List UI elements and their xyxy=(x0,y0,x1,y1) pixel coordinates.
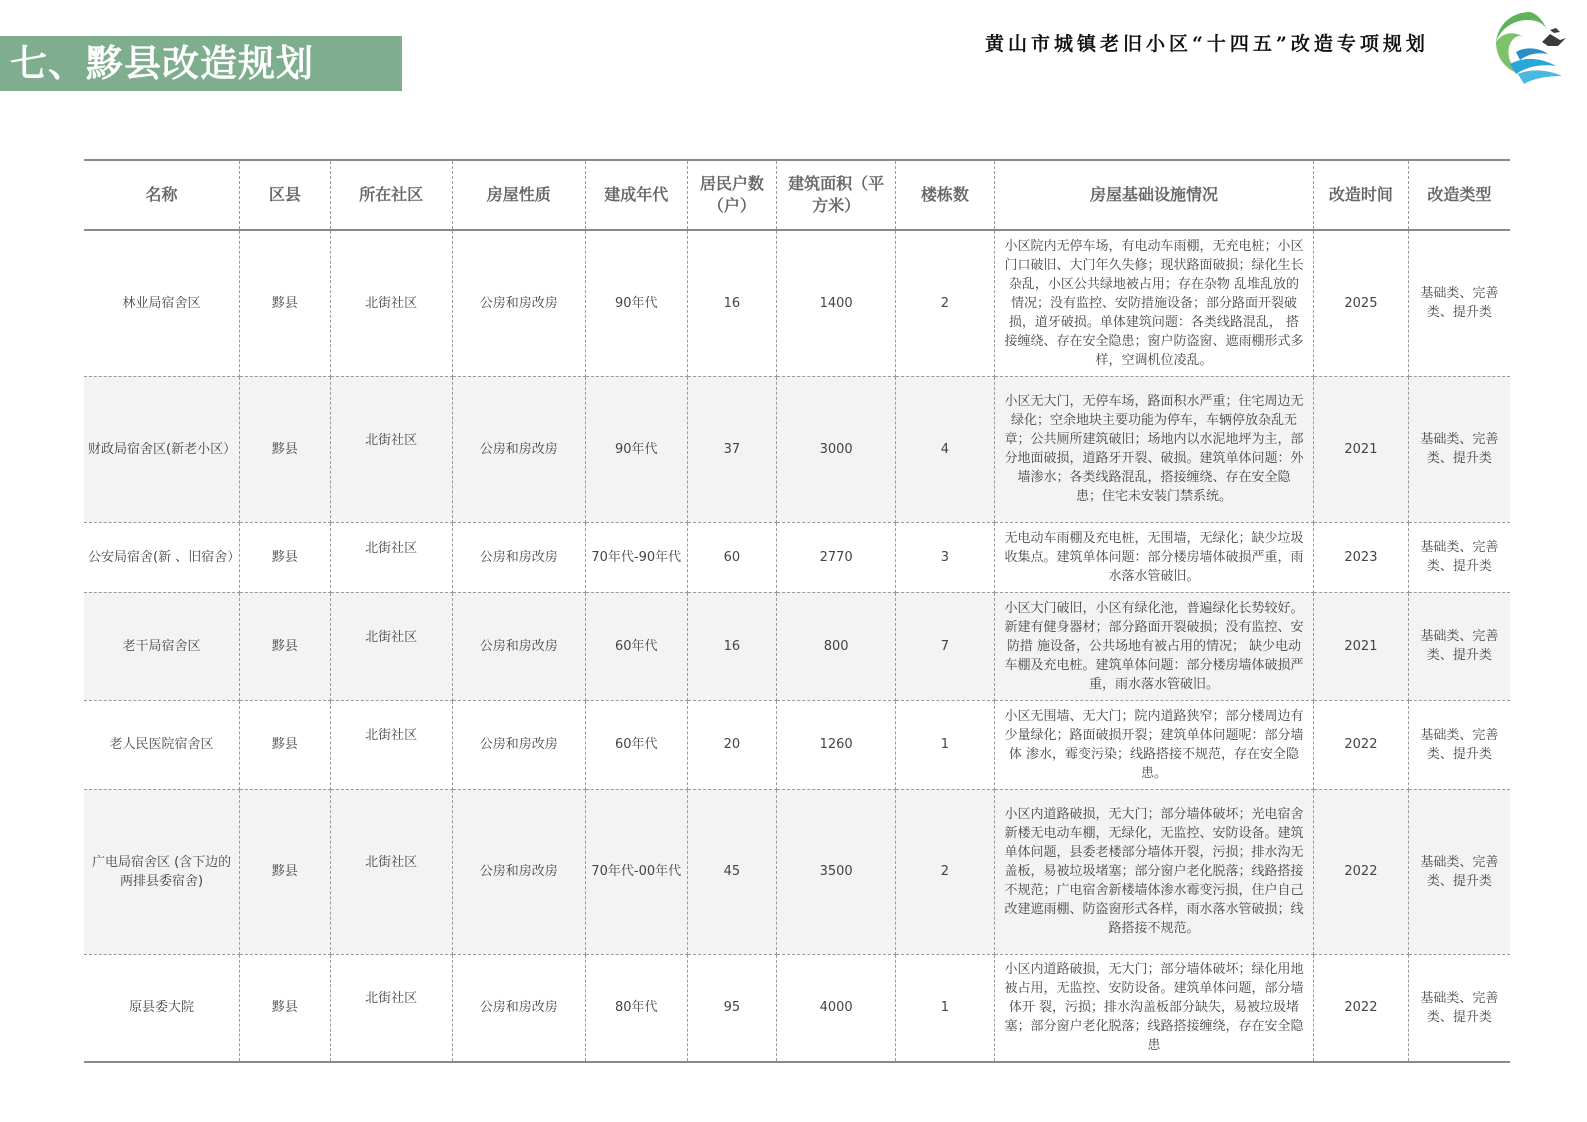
cell-county: 黟县 xyxy=(240,522,331,592)
cell-county: 黟县 xyxy=(240,230,331,376)
table-row xyxy=(84,522,1510,592)
table-row xyxy=(84,700,1510,789)
column-header: 区县 xyxy=(240,160,331,230)
cell-era: 60年代 xyxy=(585,700,687,789)
cell-condition: 小区无围墙、无大门；院内道路狭窄；部分楼周边有少量绿化；路面破损开裂；建筑单体问题呢：部分墙体 渗水，霉变污染；线路搭接不规范，存在安全隐患。 xyxy=(994,700,1313,789)
column-header: 所在社区 xyxy=(330,160,452,230)
cell-era: 90年代 xyxy=(585,230,687,376)
cell-households: 37 xyxy=(687,376,777,522)
cell-nature: 公房和房改房 xyxy=(452,592,585,700)
cell-type: 基础类、完善类、提升类 xyxy=(1408,230,1510,376)
cell-area: 3500 xyxy=(777,789,896,954)
cell-name: 原县委大院 xyxy=(84,954,240,1062)
cell-name: 公安局宿舍(新 、旧宿舍） xyxy=(84,522,240,592)
document-title: 黄山市城镇老旧小区“十四五”改造专项规划 xyxy=(985,33,1429,55)
section-title: 七、黟县改造规划 xyxy=(10,42,314,85)
cell-community: 北街社区 xyxy=(330,376,452,522)
table-row xyxy=(84,230,1510,376)
cell-households: 60 xyxy=(687,522,777,592)
cell-era: 60年代 xyxy=(585,592,687,700)
cell-type: 基础类、完善类、提升类 xyxy=(1408,592,1510,700)
column-header: 改造类型 xyxy=(1408,160,1510,230)
cell-community: 北街社区 xyxy=(330,592,452,700)
column-header: 改造时间 xyxy=(1314,160,1409,230)
cell-condition: 小区院内无停车场，有电动车雨棚，无充电桩；小区门口破旧、大门年久失修；现状路面破损；绿化生长杂乱，小区公共绿地被占用；存在杂物 乱堆乱放的情况；没有监控、安防措施设备；部分路面开裂破损，道牙破损。单体建筑问题：各类线路混乱， 搭接缠绕、存在安全隐患；窗户防盗窗、遮雨棚形式多样，空调机位凌乱。 xyxy=(994,230,1313,376)
cell-year: 2023 xyxy=(1314,522,1409,592)
cell-households: 95 xyxy=(687,954,777,1062)
cell-area: 1400 xyxy=(777,230,896,376)
cell-era: 90年代 xyxy=(585,376,687,522)
renovation-table xyxy=(84,159,1510,1063)
cell-county: 黟县 xyxy=(240,592,331,700)
cell-community: 北街社区 xyxy=(330,954,452,1062)
cell-households: 16 xyxy=(687,592,777,700)
cell-area: 1260 xyxy=(777,700,896,789)
cell-name: 老人民医院宿舍区 xyxy=(84,700,240,789)
cell-county: 黟县 xyxy=(240,700,331,789)
cell-condition: 小区内道路破损，无大门；部分墙体破坏；光电宿舍新楼无电动车棚，无绿化，无监控、安防设备。建筑单体问题，县委老楼部分墙体开裂，污损；排水沟无盖板，易被垃圾堵塞；部分窗户老化脱落；线路搭接不规范；广电宿舍新楼墙体渗水霉变污损，住户自己改建遮雨棚、防盗窗形式各样，雨水落水管破损；线路搭接不规范。 xyxy=(994,789,1313,954)
cell-community: 北街社区 xyxy=(330,700,452,789)
cell-households: 20 xyxy=(687,700,777,789)
cell-nature: 公房和房改房 xyxy=(452,522,585,592)
cell-nature: 公房和房改房 xyxy=(452,230,585,376)
cell-condition: 小区内道路破损，无大门；部分墙体破坏；绿化用地被占用，无监控、安防设备。建筑单体问题，部分墙体开 裂，污损；排水沟盖板部分缺失，易被垃圾堵塞；部分窗户老化脱落；线路搭接缠绕，存在安全隐患 xyxy=(994,954,1313,1062)
cell-households: 16 xyxy=(687,230,777,376)
column-header: 名称 xyxy=(84,160,240,230)
cell-county: 黟县 xyxy=(240,789,331,954)
cell-type: 基础类、完善类、提升类 xyxy=(1408,954,1510,1062)
cell-community: 北街社区 xyxy=(330,789,452,954)
column-header: 建成年代 xyxy=(585,160,687,230)
cell-buildings: 2 xyxy=(896,789,995,954)
cell-year: 2022 xyxy=(1314,954,1409,1062)
cell-name: 广电局宿舍区 (含下边的两排县委宿舍) xyxy=(84,789,240,954)
cell-year: 2025 xyxy=(1314,230,1409,376)
table-row xyxy=(84,592,1510,700)
cell-year: 2022 xyxy=(1314,700,1409,789)
cell-area: 800 xyxy=(777,592,896,700)
table-row xyxy=(84,789,1510,954)
cell-condition: 小区无大门，无停车场，路面积水严重；住宅周边无绿化；空余地块主要功能为停车，车辆停放杂乱无章；公共厕所建筑破旧；场地内以水泥地坪为主，部分地面破损，道路牙开裂、破损。建筑单体问题：外墙渗水；各类线路混乱，搭接缠绕、存在安全隐 患；住宅未安装门禁系统。 xyxy=(994,376,1313,522)
cell-type: 基础类、完善类、提升类 xyxy=(1408,522,1510,592)
cell-county: 黟县 xyxy=(240,376,331,522)
cell-year: 2021 xyxy=(1314,376,1409,522)
cell-era: 70年代-90年代 xyxy=(585,522,687,592)
column-header: 楼栋数 xyxy=(896,160,995,230)
huangshan-logo-icon xyxy=(1490,8,1570,86)
cell-households: 45 xyxy=(687,789,777,954)
cell-era: 80年代 xyxy=(585,954,687,1062)
cell-nature: 公房和房改房 xyxy=(452,700,585,789)
cell-year: 2021 xyxy=(1314,592,1409,700)
cell-area: 4000 xyxy=(777,954,896,1062)
cell-buildings: 4 xyxy=(896,376,995,522)
cell-nature: 公房和房改房 xyxy=(452,376,585,522)
cell-buildings: 3 xyxy=(896,522,995,592)
cell-year: 2022 xyxy=(1314,789,1409,954)
cell-nature: 公房和房改房 xyxy=(452,789,585,954)
cell-community: 北街社区 xyxy=(330,522,452,592)
cell-condition: 小区大门破旧，小区有绿化池，普遍绿化长势较好。新建有健身器材；部分路面开裂破损；没有监控、安防措 施设备，公共场地有被占用的情况； 缺少电动车棚及充电桩。建筑单体问题：部分楼房墙体破损严重，雨水落水管破旧。 xyxy=(994,592,1313,700)
cell-buildings: 1 xyxy=(896,954,995,1062)
cell-era: 70年代-00年代 xyxy=(585,789,687,954)
table-header-row xyxy=(84,160,1510,230)
cell-nature: 公房和房改房 xyxy=(452,954,585,1062)
table-row xyxy=(84,376,1510,522)
column-header: 居民户数（户） xyxy=(687,160,777,230)
cell-buildings: 1 xyxy=(896,700,995,789)
cell-type: 基础类、完善类、提升类 xyxy=(1408,376,1510,522)
column-header: 房屋基础设施情况 xyxy=(994,160,1313,230)
cell-area: 2770 xyxy=(777,522,896,592)
cell-type: 基础类、完善类、提升类 xyxy=(1408,789,1510,954)
cell-community: 北街社区 xyxy=(330,230,452,376)
cell-area: 3000 xyxy=(777,376,896,522)
cell-name: 林业局宿舍区 xyxy=(84,230,240,376)
cell-county: 黟县 xyxy=(240,954,331,1062)
table-row xyxy=(84,954,1510,1062)
column-header: 房屋性质 xyxy=(452,160,585,230)
cell-name: 老干局宿舍区 xyxy=(84,592,240,700)
cell-name: 财政局宿舍区(新老小区） xyxy=(84,376,240,522)
column-header: 建筑面积（平方米） xyxy=(777,160,896,230)
cell-condition: 无电动车雨棚及充电桩，无围墙，无绿化；缺少垃圾收集点。建筑单体问题：部分楼房墙体破损严重，雨水落水管破旧。 xyxy=(994,522,1313,592)
cell-buildings: 7 xyxy=(896,592,995,700)
cell-buildings: 2 xyxy=(896,230,995,376)
cell-type: 基础类、完善类、提升类 xyxy=(1408,700,1510,789)
